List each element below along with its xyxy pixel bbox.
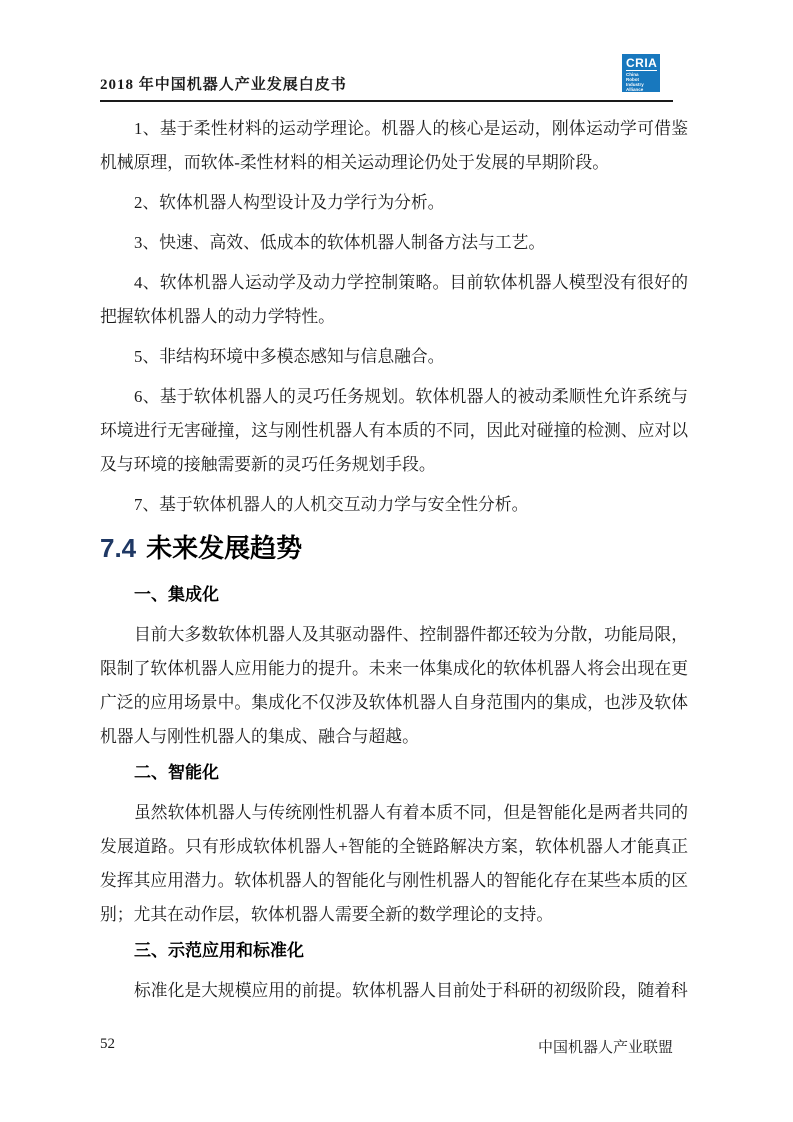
- logo-acronym: CRIA: [626, 56, 658, 70]
- subsection-heading-3: 三、示范应用和标准化: [134, 941, 304, 960]
- page-number: 52: [100, 1036, 115, 1052]
- page-header: [100, 0, 673, 102]
- header-title: 2018 年中国机器人产业发展白皮书: [100, 77, 347, 93]
- subsection-paragraph-1: 目前大多数软体机器人及其驱动器件、控制器件都还较为分散，功能局限，限制了软体机器人应用能力的提升。未来一体集成化的软体机器人将会出现在更广泛的应用场景中。集成化不仅涉及软体机器人自身范围内的集成，也涉及软体机器人与刚性机器人的集成、融合与超越。: [100, 625, 688, 746]
- subsection-paragraph-2: 虽然软体机器人与传统刚性机器人有着本质不同，但是智能化是两者共同的发展道路。只有形成软体机器人+智能的全链路解决方案，软体机器人才能真正发挥其应用潜力。软体机器人的智能化与刚性机器人的智能化存在某些本质的区别；尤其在动作层，软体机器人需要全新的数学理论的支持。: [100, 803, 688, 924]
- page-footer: [100, 1036, 673, 1057]
- subsection-heading-1: 一、集成化: [134, 585, 219, 604]
- subsection-paragraph-3: 标准化是大规模应用的前提。软体机器人目前处于科研的初级阶段，随着科: [134, 981, 688, 1000]
- section-number: 7.4: [100, 533, 137, 563]
- logo-subline-1: China: [626, 72, 639, 77]
- cria-logo: [622, 54, 660, 92]
- page-content: [100, 112, 688, 1014]
- list-item-3: 3、快速、高效、低成本的软体机器人制备方法与工艺。: [134, 233, 546, 252]
- list-item-1: 1、基于柔性材料的运动学理论。机器人的核心是运动，刚体运动学可借鉴机械原理，而软体-柔性材料的相关运动理论仍处于发展的早期阶段。: [100, 119, 688, 172]
- list-item-4: 4、软体机器人运动学及动力学控制策略。目前软体机器人模型没有很好的把握软体机器人的动力学特性。: [100, 273, 688, 326]
- section-title: 未来发展趋势: [146, 533, 303, 563]
- footer-organization: 中国机器人产业联盟: [537, 1040, 673, 1056]
- logo-subline-2: Robot: [626, 77, 639, 82]
- list-item-7: 7、基于软体机器人的人机交互动力学与安全性分析。: [134, 495, 529, 514]
- logo-subline-3: Industry: [626, 82, 644, 87]
- section-heading: [100, 530, 688, 566]
- subsection-heading-2: 二、智能化: [134, 763, 219, 782]
- logo-subline-4: Alliance: [626, 87, 644, 92]
- list-item-5: 5、非结构环境中多模态感知与信息融合。: [134, 347, 445, 366]
- list-item-6: 6、基于软体机器人的灵巧任务规划。软体机器人的被动柔顺性允许系统与环境进行无害碰撞，这与刚性机器人有本质的不同，因此对碰撞的检测、应对以及与环境的接触需要新的灵巧任务规划手段。: [100, 387, 688, 474]
- header-divider: [100, 100, 673, 102]
- list-item-2: 2、软体机器人构型设计及力学行为分析。: [134, 193, 445, 212]
